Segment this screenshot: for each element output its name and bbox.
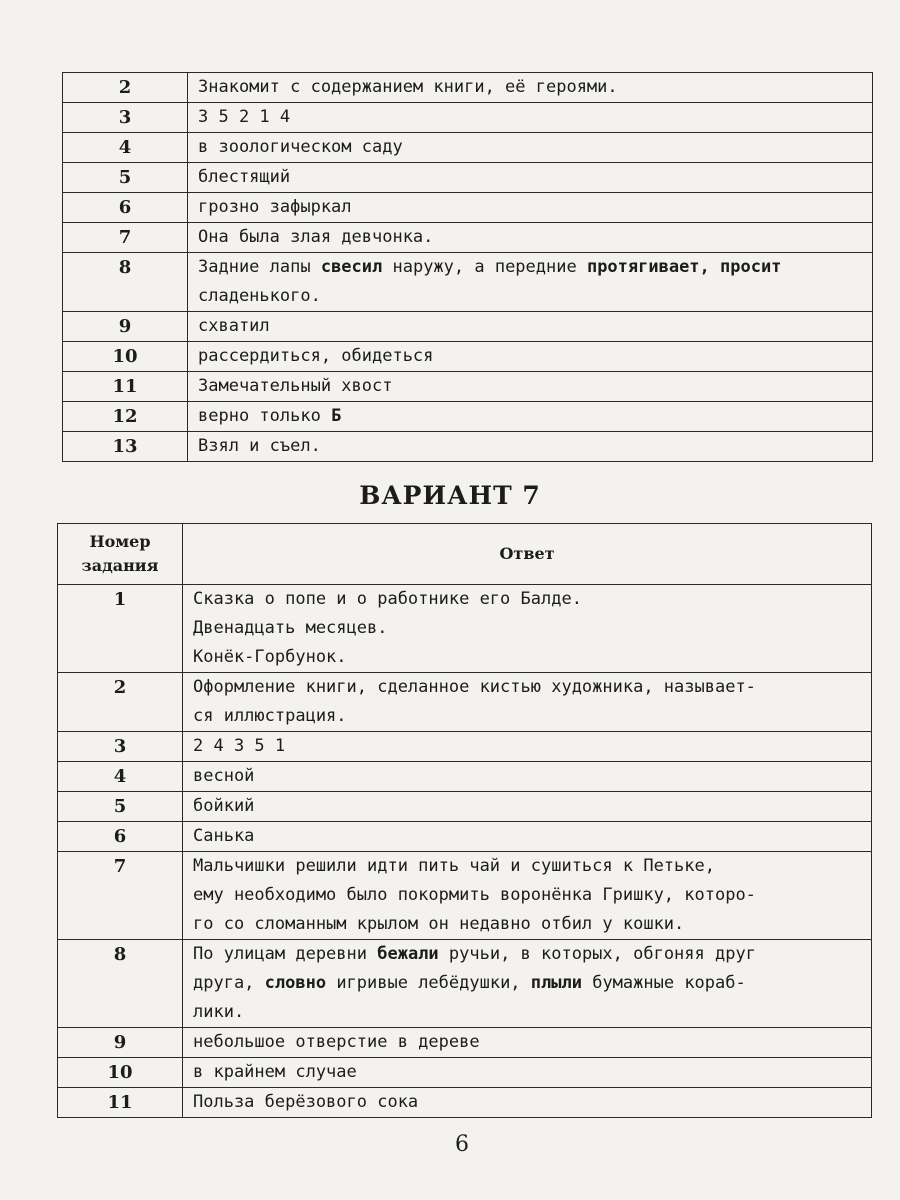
answer-line: [198, 193, 862, 222]
answer-line: [198, 73, 862, 102]
answer-text-bold: бежали: [377, 944, 439, 964]
task-number: 5: [63, 163, 188, 193]
header-task-number-line1: Номер: [89, 532, 151, 551]
answer-line: [193, 822, 861, 851]
table-row: [63, 163, 873, 193]
table-row: [63, 432, 873, 462]
table-row: [63, 193, 873, 223]
answers-table-header: [58, 524, 872, 585]
task-answer: [188, 103, 873, 133]
table-row: [63, 312, 873, 342]
table-row: [63, 372, 873, 402]
answers-table-body: [58, 585, 872, 1118]
answer-line: [198, 312, 862, 341]
answer-line: [198, 342, 862, 371]
table-row: [63, 223, 873, 253]
answer-text: Знакомит с содержанием книги, её героями.: [198, 77, 618, 97]
header-task-number-line2: задания: [81, 556, 159, 575]
answer-line: [193, 762, 861, 791]
answer-text: Конёк-Горбунок.: [193, 647, 347, 667]
task-answer: [183, 1058, 872, 1088]
task-number: 4: [58, 762, 183, 792]
answer-text: игривые лебёдушки,: [326, 973, 531, 993]
task-number: 2: [63, 73, 188, 103]
task-answer: [188, 163, 873, 193]
answer-line: [193, 1058, 861, 1087]
answer-text: друга,: [193, 973, 265, 993]
task-number: 6: [63, 193, 188, 223]
answer-text: Сказка о попе и о работнике его Балде.: [193, 589, 582, 609]
answer-text-bold: свесил: [320, 257, 383, 277]
task-number: 4: [63, 133, 188, 163]
header-answer: Ответ: [183, 524, 872, 585]
header-task-number: [58, 524, 183, 585]
answer-line: [193, 585, 861, 614]
answer-line: [193, 673, 861, 702]
answer-text: в крайнем случае: [193, 1062, 357, 1082]
answer-line: [198, 133, 862, 162]
answer-line: [193, 792, 861, 821]
page-number: 6: [455, 1132, 469, 1157]
answer-text: Задние лапы: [198, 257, 321, 277]
task-answer: [183, 792, 872, 822]
table-row: [58, 673, 872, 732]
answer-text: Санька: [193, 826, 255, 846]
task-number: 10: [63, 342, 188, 372]
task-number: 5: [58, 792, 183, 822]
answer-text: Мальчишки решили идти пить чай и сушиться к Петьке,: [193, 856, 715, 876]
answer-text-bold: плыли: [530, 973, 582, 993]
table-row: [58, 940, 872, 1028]
answer-text: Взял и съел.: [198, 436, 321, 456]
table-row: [58, 822, 872, 852]
task-number: 8: [58, 940, 183, 1028]
table-row: [58, 762, 872, 792]
answer-text: небольшое отверстие в дереве: [193, 1032, 480, 1052]
table-row: [58, 732, 872, 762]
answers-table-previous-variant: [62, 72, 873, 462]
answer-line: [193, 998, 861, 1027]
answer-line: [198, 372, 862, 401]
answer-text: бумажные кораб-: [581, 973, 746, 993]
task-answer: [188, 133, 873, 163]
table-row: [63, 402, 873, 432]
answer-text: лики.: [193, 1002, 245, 1022]
answer-text: схватил: [198, 316, 270, 336]
answer-text: Она была злая девчонка.: [198, 227, 434, 247]
task-number: 7: [58, 852, 183, 940]
table-row: [63, 342, 873, 372]
task-answer: [183, 1028, 872, 1058]
answer-text: грозно зафыркал: [198, 197, 352, 217]
task-number: 1: [58, 585, 183, 673]
answers-table-body: [63, 73, 873, 462]
task-answer: [183, 852, 872, 940]
answer-line: [193, 1028, 861, 1057]
task-answer: [188, 432, 873, 462]
answer-text: го со сломанным крылом он недавно отбил у кошки.: [193, 914, 685, 934]
table-row: [58, 792, 872, 822]
task-answer: [188, 253, 873, 312]
answer-line: [193, 732, 861, 761]
task-number: 11: [63, 372, 188, 402]
answer-line: [198, 253, 862, 282]
answer-text: 3 5 2 1 4: [198, 107, 291, 127]
task-number: 12: [63, 402, 188, 432]
task-number: 13: [63, 432, 188, 462]
task-answer: [183, 1088, 872, 1118]
task-number: 10: [58, 1058, 183, 1088]
answer-line: [193, 881, 861, 910]
table-row: [63, 253, 873, 312]
answer-text: ся иллюстрация.: [193, 706, 347, 726]
task-number: 8: [63, 253, 188, 312]
task-number: 9: [63, 312, 188, 342]
table-row: [63, 103, 873, 133]
answer-text: Оформление книги, сделанное кистью художника, называет-: [193, 677, 756, 697]
answer-line: [193, 1088, 861, 1117]
answer-text: Двенадцать месяцев.: [193, 618, 388, 638]
answer-text-bold: словно: [264, 973, 327, 993]
answer-line: [198, 282, 862, 311]
answer-line: [198, 223, 862, 252]
answer-text: в зоологическом саду: [198, 137, 403, 157]
table-row: [58, 852, 872, 940]
task-answer: [183, 732, 872, 762]
table-row: [58, 1088, 872, 1118]
answer-text: ручьи, в которых, обгоняя друг: [438, 944, 756, 964]
answer-line: [193, 910, 861, 939]
answer-text: блестящий: [198, 167, 291, 187]
answers-table-variant-7: [57, 523, 872, 1118]
task-answer: [183, 673, 872, 732]
task-number: 2: [58, 673, 183, 732]
answer-text: По улицам деревни: [193, 944, 378, 964]
task-number: 6: [58, 822, 183, 852]
table-row: [63, 73, 873, 103]
table-row: [63, 133, 873, 163]
task-answer: [183, 585, 872, 673]
table-row: [58, 585, 872, 673]
answer-text: наружу, а передние: [382, 257, 587, 277]
answer-text: ему необходимо было покормить воронёнка Гришку, которо-: [193, 885, 756, 905]
task-answer: [188, 402, 873, 432]
answer-text: 2 4 3 5 1: [193, 736, 286, 756]
task-answer: [188, 372, 873, 402]
answer-line: [193, 852, 861, 881]
task-number: 3: [63, 103, 188, 133]
task-number: 3: [58, 732, 183, 762]
answer-line: [198, 432, 862, 461]
task-number: 7: [63, 223, 188, 253]
answer-text: Замечательный хвост: [198, 376, 393, 396]
answer-line: [198, 103, 862, 132]
answer-text-bold: Б: [331, 406, 342, 426]
answer-text: бойкий: [193, 796, 255, 816]
task-answer: [183, 822, 872, 852]
answer-line: [193, 643, 861, 672]
variant-heading: ВАРИАНТ 7: [359, 481, 541, 510]
task-answer: [188, 73, 873, 103]
answer-text: рассердиться, обидеться: [198, 346, 434, 366]
table-row: [58, 1058, 872, 1088]
task-answer: [183, 762, 872, 792]
answer-text: Польза берёзового сока: [193, 1092, 419, 1112]
answer-line: [193, 614, 861, 643]
task-answer: [183, 940, 872, 1028]
answer-text: весной: [193, 766, 255, 786]
task-number: 9: [58, 1028, 183, 1058]
task-answer: [188, 342, 873, 372]
answer-line: [198, 402, 862, 431]
answer-text-bold: протягивает, просит: [586, 257, 782, 277]
header-row: [58, 524, 872, 585]
task-answer: [188, 193, 873, 223]
task-answer: [188, 223, 873, 253]
answer-text: сладенького.: [198, 286, 321, 306]
answer-line: [193, 969, 861, 998]
table-row: [58, 1028, 872, 1058]
answer-line: [193, 702, 861, 731]
task-number: 11: [58, 1088, 183, 1118]
answer-line: [193, 940, 861, 969]
task-answer: [188, 312, 873, 342]
answer-line: [198, 163, 862, 192]
answer-text: верно только: [198, 406, 332, 426]
